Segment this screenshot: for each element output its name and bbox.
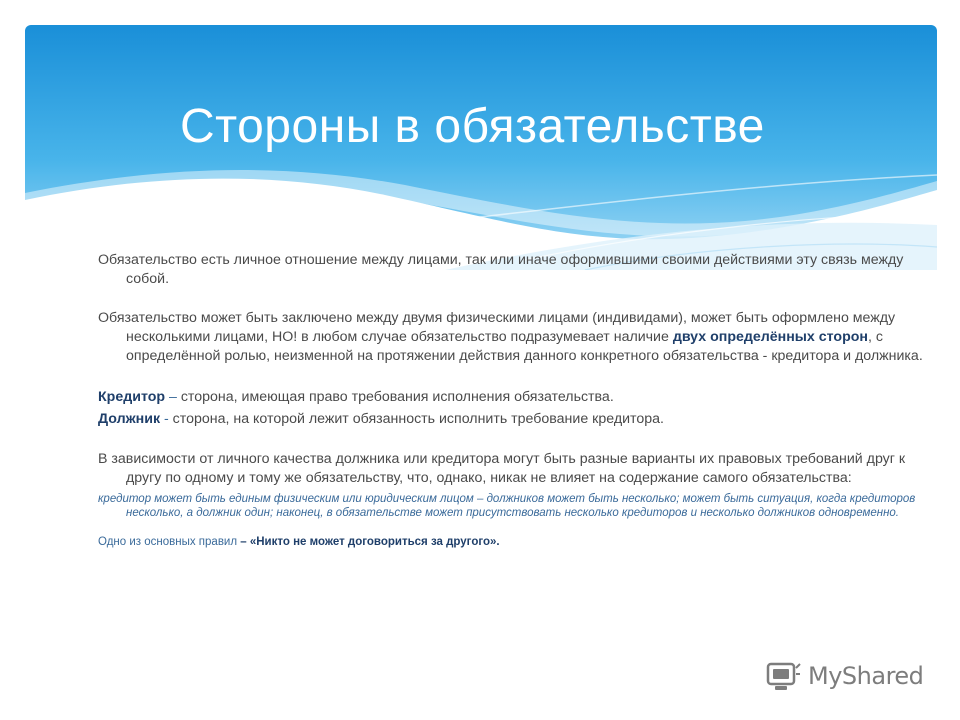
header-banner <box>25 25 937 270</box>
main-rule <box>98 534 940 550</box>
main-rule-quote: «Никто не может договориться за другого» <box>249 536 497 548</box>
slide-title: Стороны в обязательстве <box>180 100 765 153</box>
main-rule-text: Одно из основных правил <box>98 536 238 548</box>
paragraph-examples: кредитор может быть единым физическим или юридическим лицом – должников может быть несколько; может быть ситуация, когда кредиторов несколько, а должник один; наконец, в обязательстве может присутствовать несколько кредиторов и несколько должников одновременно. <box>98 493 916 519</box>
creditor-definition <box>98 386 940 408</box>
two-parties-emphasis: двух определённых сторон <box>672 329 868 345</box>
creditor-text: сторона, имеющая право требования исполнения обязательства. <box>180 389 614 405</box>
creditor-dash: – <box>165 389 181 405</box>
paragraph-parties-start: Обязательство может быть заключено между двумя физическими лицами (индивидами), может быть оформлено между несколькими лицами, НО! в любом случае обязательство подразумевает наличие <box>98 310 896 345</box>
debtor-text: сторона, на которой лежит обязанность исполнить требование кредитора. <box>172 411 664 427</box>
creditor-term: Кредитор <box>98 389 166 405</box>
debtor-definition <box>98 408 940 430</box>
paragraph-variants: В зависимости от личного качества должника или кредитора могут быть разные варианты их правовых требований друг к другу по одному и тому же обязательству, что, однако, никак не влияет на содержание самого обязательства: <box>98 451 906 486</box>
debtor-dash: - <box>160 411 173 427</box>
paragraph-parties-end: , с определённой ролью, неизменной на протяжении действия данного конкретного обязательства - кредитора и должника. <box>126 329 923 364</box>
main-rule-dash: – <box>237 536 250 548</box>
watermark-text: MyShared <box>808 662 924 690</box>
debtor-term: Должник <box>98 411 161 427</box>
main-rule-end: . <box>496 536 500 548</box>
myshared-watermark[interactable] <box>766 656 923 696</box>
paragraph-definition: Обязательство есть личное отношение между лицами, так или иначе оформившими своими действиями эту связь между собой. <box>98 252 904 287</box>
paragraph-parties <box>98 309 940 366</box>
slide-content <box>98 251 940 550</box>
myshared-logo-icon <box>766 658 802 694</box>
